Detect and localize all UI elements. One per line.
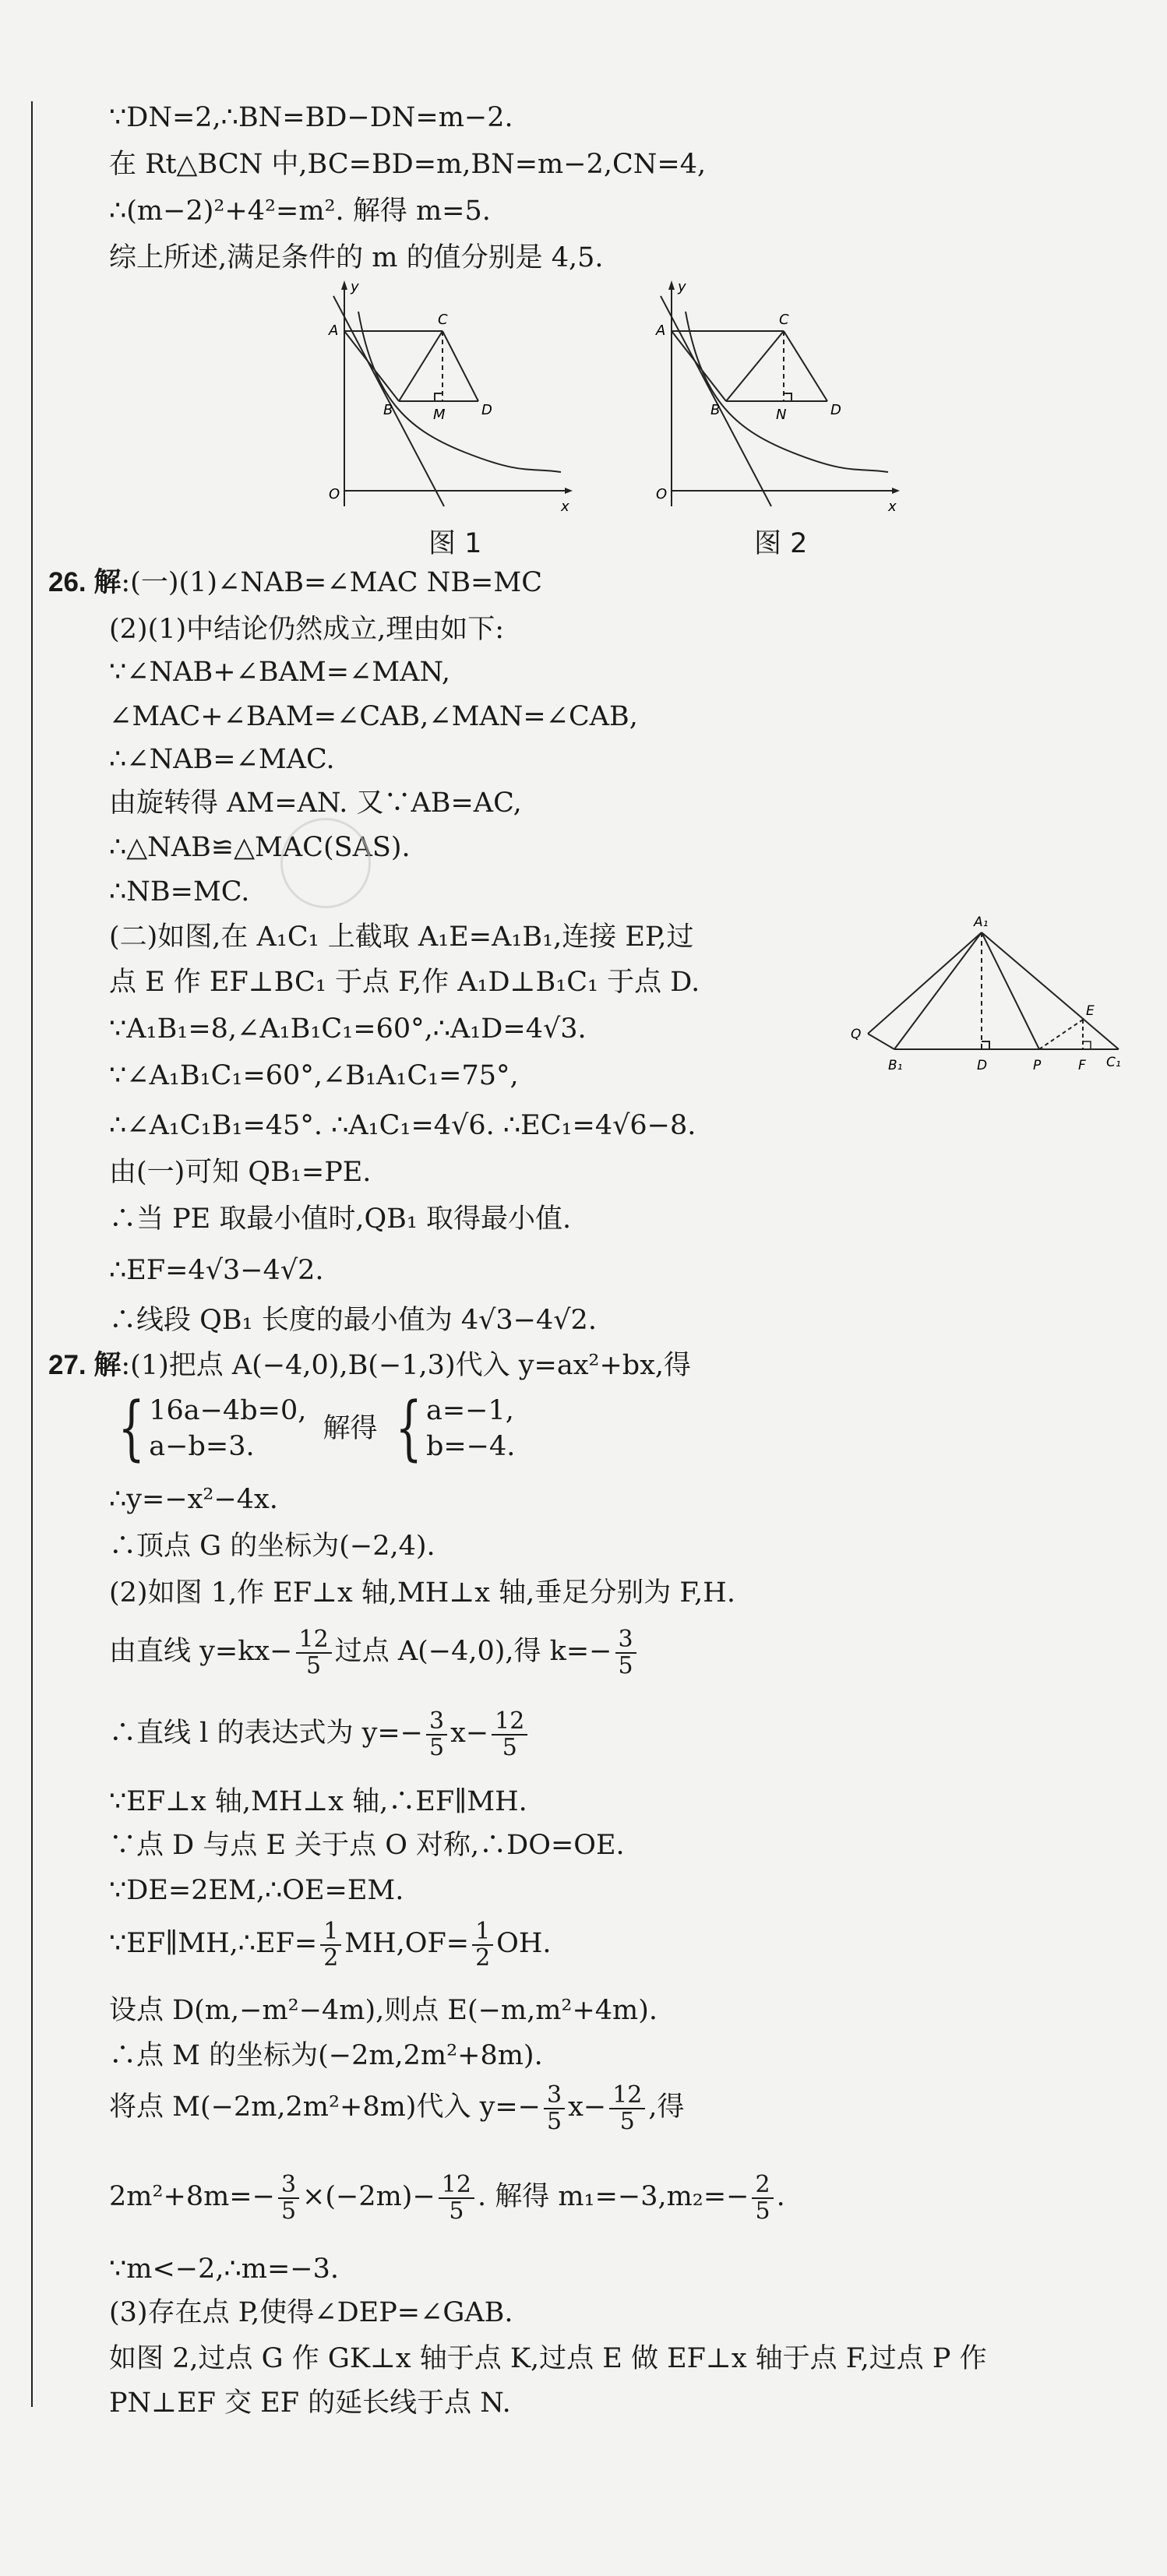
svg-text:E: E bbox=[1086, 1003, 1095, 1019]
frac-3-5-c: $\frac{3}{5}$ bbox=[544, 2083, 565, 2134]
line-11: ∴△NAB≌△MAC(SAS). bbox=[109, 832, 411, 863]
svg-text:D: D bbox=[830, 402, 841, 418]
figure-2 bbox=[654, 280, 911, 522]
svg-text:D: D bbox=[481, 402, 492, 418]
line-36-c: . 解得 m₁=−3,m₂=− bbox=[477, 2181, 749, 2212]
svg-text:N: N bbox=[776, 407, 787, 423]
equation-system bbox=[109, 1387, 516, 1469]
line-36 bbox=[109, 2165, 785, 2228]
line-13: (二)如图,在 A₁C₁ 上截取 A₁E=A₁B₁,连接 EP,过 bbox=[109, 922, 694, 953]
svg-text:A: A bbox=[656, 322, 666, 339]
frac-12-5-d: $\frac{12}{5}$ bbox=[439, 2173, 474, 2224]
line-27-b: 过点 A(−4,0),得 k=− bbox=[334, 1636, 612, 1667]
svg-text:y: y bbox=[351, 280, 359, 295]
q26-part1: :(一)(1)∠NAB=∠MAC NB=MC bbox=[121, 567, 542, 598]
line-35-b: x− bbox=[568, 2091, 607, 2123]
line-36-b: ×(−2m)− bbox=[302, 2181, 435, 2212]
system-1-eq1: 16a−4b=0, bbox=[149, 1395, 307, 1426]
watermark-stamp bbox=[280, 818, 371, 908]
line-14: 点 E 作 EF⊥BC₁ 于点 F,作 A₁D⊥B₁C₁ 于点 D. bbox=[109, 967, 700, 998]
figure-1 bbox=[327, 280, 584, 522]
svg-text:O: O bbox=[329, 486, 340, 502]
figure-2-caption: 图 2 bbox=[754, 528, 808, 559]
line-10: 由旋转得 AM=AN. 又∵AB=AC, bbox=[109, 788, 522, 819]
line-08: ∠MAC+∠BAM=∠CAB,∠MAN=∠CAB, bbox=[109, 701, 638, 732]
line-01: ∵DN=2,∴BN=BD−DN=m−2. bbox=[109, 102, 513, 133]
svg-text:O: O bbox=[656, 486, 668, 502]
line-40: PN⊥EF 交 EF 的延长线于点 N. bbox=[109, 2387, 511, 2419]
brace-left-1: { bbox=[118, 1387, 145, 1469]
line-25: ∴顶点 G 的坐标为(−2,4). bbox=[109, 1531, 435, 1562]
line-32 bbox=[109, 1912, 552, 1975]
line-18: 由(一)可知 QB₁=PE. bbox=[109, 1157, 372, 1188]
q27-number: 27. 解 bbox=[48, 1350, 122, 1380]
line-02: 在 Rt△BCN 中,BC=BD=m,BN=m−2,CN=4, bbox=[109, 149, 707, 180]
brace-left-2: { bbox=[395, 1387, 422, 1469]
line-37: ∵m<−2,∴m=−3. bbox=[109, 2254, 340, 2285]
frac-3-5-b: $\frac{3}{5}$ bbox=[426, 1709, 447, 1760]
svg-text:C: C bbox=[438, 312, 448, 328]
solve-label: 解得 bbox=[323, 1413, 378, 1444]
q27-heading bbox=[48, 1348, 691, 1383]
line-21: ∴线段 QB₁ 长度的最小值为 4√3−4√2. bbox=[109, 1305, 597, 1336]
line-35-c: ,得 bbox=[648, 2091, 685, 2123]
line-32-c: OH. bbox=[496, 1928, 552, 1959]
line-35-a: 将点 M(−2m,2m²+8m)代入 y=− bbox=[109, 2091, 541, 2123]
system-1-eq2: a−b=3. bbox=[149, 1431, 255, 1462]
svg-text:Q: Q bbox=[851, 1027, 862, 1042]
figure-1-caption: 图 1 bbox=[428, 528, 482, 559]
line-15: ∵A₁B₁=8,∠A₁B₁C₁=60°,∴A₁D=4√3. bbox=[109, 1013, 587, 1045]
line-19: ∴当 PE 取最小值时,QB₁ 取得最小值. bbox=[109, 1203, 572, 1235]
frac-1-2-b: $\frac{1}{2}$ bbox=[472, 1919, 493, 1971]
svg-text:F: F bbox=[1078, 1058, 1086, 1073]
line-04: 综上所述,满足条件的 m 的值分别是 4,5. bbox=[109, 242, 604, 273]
line-17: ∴∠A₁C₁B₁=45°. ∴A₁C₁=4√6. ∴EC₁=4√6−8. bbox=[109, 1110, 696, 1141]
svg-text:C₁: C₁ bbox=[1106, 1055, 1121, 1070]
line-32-a: ∵EF∥MH,∴EF= bbox=[109, 1928, 318, 1959]
line-38: (3)存在点 P,使得∠DEP=∠GAB. bbox=[109, 2297, 513, 2328]
frac-2-5: $\frac{2}{5}$ bbox=[752, 2173, 773, 2224]
svg-text:B: B bbox=[383, 402, 393, 418]
line-29: ∵EF⊥x 轴,MH⊥x 轴,∴EF∥MH. bbox=[109, 1786, 527, 1817]
svg-text:C: C bbox=[779, 312, 789, 328]
svg-text:D: D bbox=[977, 1058, 988, 1073]
frac-12-5-c: $\frac{12}{5}$ bbox=[609, 2083, 645, 2134]
svg-text:P: P bbox=[1033, 1058, 1042, 1073]
line-27 bbox=[109, 1620, 640, 1683]
line-16: ∵∠A₁B₁C₁=60°,∠B₁A₁C₁=75°, bbox=[109, 1060, 519, 1091]
line-33: 设点 D(m,−m²−4m),则点 E(−m,m²+4m). bbox=[109, 1995, 658, 2026]
frac-3-5-a: $\frac{3}{5}$ bbox=[615, 1627, 636, 1679]
svg-text:B₁: B₁ bbox=[888, 1058, 903, 1073]
system-2 bbox=[426, 1393, 515, 1464]
triangle-figure bbox=[849, 915, 1130, 1094]
svg-text:A₁: A₁ bbox=[974, 915, 989, 930]
frac-1-2-a: $\frac{1}{2}$ bbox=[320, 1919, 341, 1971]
line-27-a: 由直线 y=kx− bbox=[109, 1636, 293, 1667]
line-26: (2)如图 1,作 EF⊥x 轴,MH⊥x 轴,垂足分别为 F,H. bbox=[109, 1577, 735, 1609]
svg-text:x: x bbox=[888, 499, 897, 515]
line-28-b: x− bbox=[450, 1718, 489, 1749]
line-03: ∴(m−2)²+4²=m². 解得 m=5. bbox=[109, 196, 491, 227]
line-12: ∴NB=MC. bbox=[109, 876, 250, 907]
system-2-eq2: b=−4. bbox=[425, 1431, 516, 1462]
q27-part1: :(1)把点 A(−4,0),B(−1,3)代入 y=ax²+bx,得 bbox=[121, 1350, 692, 1381]
line-31: ∵DE=2EM,∴OE=EM. bbox=[109, 1875, 404, 1906]
line-06: (2)(1)中结论仍然成立,理由如下: bbox=[109, 614, 505, 645]
line-28-a: ∴直线 l 的表达式为 y=− bbox=[109, 1718, 423, 1749]
system-1 bbox=[149, 1393, 306, 1464]
line-30: ∵点 D 与点 E 关于点 O 对称,∴DO=OE. bbox=[109, 1830, 625, 1861]
line-32-b: MH,OF= bbox=[344, 1928, 470, 1959]
svg-text:x: x bbox=[561, 499, 569, 515]
system-2-eq1: a=−1, bbox=[425, 1395, 514, 1426]
line-35 bbox=[109, 2076, 685, 2138]
q26-heading bbox=[48, 565, 542, 601]
frac-12-5-a: $\frac{12}{5}$ bbox=[296, 1627, 332, 1679]
line-36-d: . bbox=[776, 2181, 785, 2212]
svg-text:M: M bbox=[433, 407, 446, 423]
svg-text:B: B bbox=[710, 402, 721, 418]
svg-text:y: y bbox=[678, 280, 686, 295]
line-24: ∴y=−x²−4x. bbox=[109, 1484, 278, 1515]
line-36-a: 2m²+8m=− bbox=[109, 2181, 275, 2212]
line-34: ∴点 M 的坐标为(−2m,2m²+8m). bbox=[109, 2040, 543, 2071]
left-margin-rule bbox=[31, 101, 33, 2407]
line-39: 如图 2,过点 G 作 GK⊥x 轴于点 K,过点 E 做 EF⊥x 轴于点 F,过点 P 作 bbox=[109, 2343, 987, 2374]
line-28 bbox=[109, 1702, 531, 1764]
svg-text:A: A bbox=[329, 322, 339, 339]
line-20: ∴EF=4√3−4√2. bbox=[109, 1255, 324, 1286]
q26-number: 26. 解 bbox=[48, 567, 122, 597]
line-09: ∴∠NAB=∠MAC. bbox=[109, 744, 335, 775]
line-07: ∵∠NAB+∠BAM=∠MAN, bbox=[109, 657, 450, 688]
frac-3-5-d: $\frac{3}{5}$ bbox=[278, 2173, 299, 2224]
frac-12-5-b: $\frac{12}{5}$ bbox=[492, 1709, 527, 1760]
